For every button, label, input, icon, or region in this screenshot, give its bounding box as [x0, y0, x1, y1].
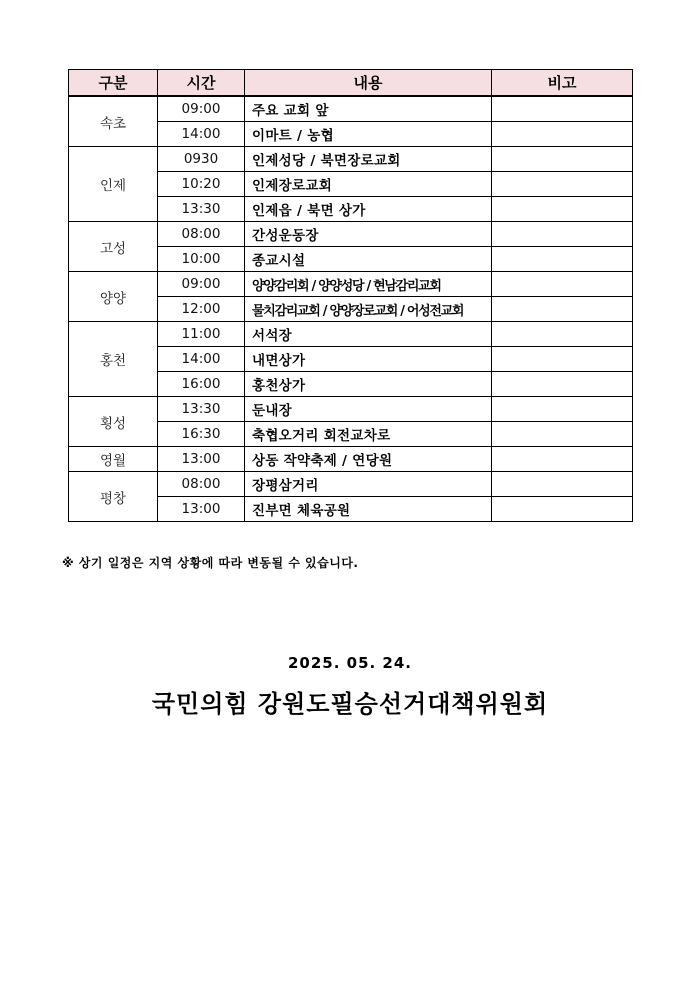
region-cell: 횡성: [69, 397, 158, 447]
time-cell: 11:00: [158, 322, 245, 347]
content-cell: 인제읍 / 북면 상가: [245, 197, 492, 222]
time-cell: 09:00: [158, 272, 245, 297]
time-cell: 08:00: [158, 222, 245, 247]
note-cell: [492, 322, 633, 347]
time-cell: 10:00: [158, 247, 245, 272]
content-cell: 주요 교회 앞: [245, 96, 492, 122]
content-cell: 물치감리교회 / 양양장로교회 / 어성전교회: [245, 297, 492, 322]
note-cell: [492, 472, 633, 497]
header-time: 시간: [158, 70, 245, 97]
time-cell: 14:00: [158, 347, 245, 372]
table-row: [69, 447, 633, 472]
header-content: 내용: [245, 70, 492, 97]
table-row: [69, 147, 633, 172]
note-cell: [492, 197, 633, 222]
content-cell: 홍천상가: [245, 372, 492, 397]
table-row: [69, 322, 633, 347]
table-header-row: [69, 70, 633, 97]
time-cell: 10:20: [158, 172, 245, 197]
region-cell: 홍천: [69, 322, 158, 397]
content-cell: 상동 작약축제 / 연당원: [245, 447, 492, 472]
note-cell: [492, 172, 633, 197]
content-cell: 인제성당 / 북면장로교회: [245, 147, 492, 172]
content-cell: 축협오거리 회전교차로: [245, 422, 492, 447]
time-cell: 09:00: [158, 96, 245, 122]
table-row: [69, 222, 633, 247]
note-cell: [492, 247, 633, 272]
content-cell: 서석장: [245, 322, 492, 347]
time-cell: 13:30: [158, 397, 245, 422]
schedule-footnote: ※ 상기 일정은 지역 상황에 따라 변동될 수 있습니다.: [62, 556, 359, 570]
note-cell: [492, 397, 633, 422]
note-cell: [492, 222, 633, 247]
note-cell: [492, 447, 633, 472]
table-row: [69, 272, 633, 297]
content-cell: 둔내장: [245, 397, 492, 422]
time-cell: 13:30: [158, 197, 245, 222]
region-cell: 속초: [69, 96, 158, 147]
organization-name: 국민의힘 강원도필승선거대책위원회: [151, 690, 549, 718]
time-cell: 13:00: [158, 447, 245, 472]
time-cell: 13:00: [158, 497, 245, 522]
region-cell: 영월: [69, 447, 158, 472]
note-cell: [492, 422, 633, 447]
time-cell: 14:00: [158, 122, 245, 147]
time-cell: 16:30: [158, 422, 245, 447]
note-cell: [492, 122, 633, 147]
table-row: [69, 472, 633, 497]
header-region: 구분: [69, 70, 158, 97]
region-cell: 인제: [69, 147, 158, 222]
content-cell: 양양감리회 / 양양성당 / 현남감리교회: [245, 272, 492, 297]
content-cell: 종교시설: [245, 247, 492, 272]
header-note: 비고: [492, 70, 633, 97]
note-cell: [492, 347, 633, 372]
table-row: [69, 96, 633, 122]
content-cell: 장평삼거리: [245, 472, 492, 497]
note-cell: [492, 272, 633, 297]
document-date: 2025. 05. 24.: [287, 654, 413, 672]
time-cell: 0930: [158, 147, 245, 172]
note-cell: [492, 96, 633, 122]
region-cell: 고성: [69, 222, 158, 272]
time-cell: 08:00: [158, 472, 245, 497]
region-cell: 평창: [69, 472, 158, 522]
content-cell: 진부면 체육공원: [245, 497, 492, 522]
note-cell: [492, 497, 633, 522]
content-cell: 간성운동장: [245, 222, 492, 247]
time-cell: 12:00: [158, 297, 245, 322]
note-cell: [492, 372, 633, 397]
note-cell: [492, 297, 633, 322]
schedule-table: [68, 69, 633, 522]
note-cell: [492, 147, 633, 172]
content-cell: 내면상가: [245, 347, 492, 372]
content-cell: 인제장로교회: [245, 172, 492, 197]
region-cell: 양양: [69, 272, 158, 322]
table-row: [69, 397, 633, 422]
time-cell: 16:00: [158, 372, 245, 397]
content-cell: 이마트 / 농협: [245, 122, 492, 147]
